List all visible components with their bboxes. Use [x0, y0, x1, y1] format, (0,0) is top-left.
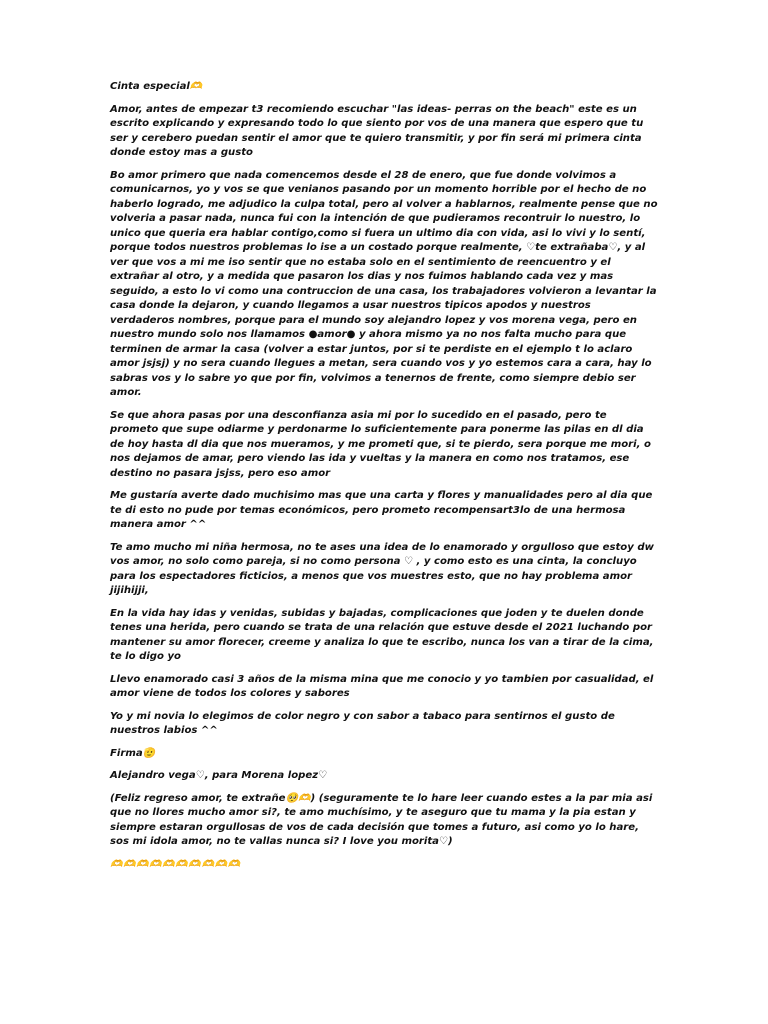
paragraph-color: Yo y mi novia lo elegimos de color negro y con sabor a tabaco para sentirnos el gusto de nuestros labios ^^ [110, 710, 615, 736]
paragraph-promise: Se que ahora pasas por una desconfianza asia mi por lo sucedido en el pasado, pero te prometo que supe odiarme y perdonarme lo suficientemente para ponerme las pilas en dl dia de hoy hasta dl dia que nos mueramos, y me prometi que, si te pierdo, sera porque me mori, o nos dejamos de amar, pero viendo las ida y vueltas y la manera en como nos tratamos, ese destino no pasara jsjss, pero eso amor [110, 409, 651, 479]
signature-label: Firma🫡 [110, 747, 156, 759]
letter-page [110, 80, 658, 872]
emoji-row: 🫶🫶🫶🫶🫶🫶🫶🫶🫶🫶 [110, 858, 241, 870]
paragraph-closing: (Feliz regreso amor, te extrañe🥺🫶) (seguramente te lo hare leer cuando estes a la par mia asi que no llores mucho amor si?, te amo muchísimo, y te aseguro que tu mama y la pia estan y siempre estaran orgullosas de vos de cada decisión que tomes a futuro, asi como yo lo hare, sos mi idola amor, no te vallas nunca si? I love you morita♡) [110, 792, 653, 847]
paragraph-love: Te amo mucho mi niña hermosa, no te ases una idea de lo enamorado y orgulloso que estoy dw vos amor, no solo como pareja, si no como persona ♡ , y como esto es una cinta, la concluyo para los espectadores ficticios, a menos que vos muestres esto, que no hay problema amor jijihijji, [110, 541, 654, 596]
paragraph-life: En la vida hay idas y venidas, subidas y bajadas, complicaciones que joden y te duelen donde tenes una herida, pero cuando se trata de una relación que estuve desde el 2021 luchando por mantener su amor florecer, creeme y analiza lo que te escribo, nunca los van a tirar de la cima, te lo digo yo [110, 607, 654, 662]
paragraph-gift: Me gustaría averte dado muchisimo mas que una carta y flores y manualidades pero al dia que te di esto no pude por temas económicos, pero prometo recompensart3lo de una hermosa manera amor ^^ [110, 490, 653, 530]
paragraph-years: Llevo enamorado casi 3 años de la misma mina que me conocio y yo tambien por casualidad, el amor viene de todos los colores y sabores [110, 673, 654, 699]
letter-title: Cinta especial🫶️ [110, 81, 203, 92]
paragraph-story: Bo amor primero que nada comencemos desde el 28 de enero, que fue donde volvimos a comunicarnos, yo y vos se que venianos pasando por un momento horrible por el hecho de no haberlo logrado, me adjudico la culpa total, pero al volver a hablarnos, realmente pense que no volveria a pasar nada, nunca fui con la intención de que pudieramos recontruir lo nuestro, lo unico que queria era hablar contigo,como si fuera un ultimo dia con vida, asi lo vivi y lo sentí, porque todos nuestros problemas lo ise a un costado porque realmente, ♡te extrañaba♡, y al ver que vos a mi me iso sentir que no estaba solo en el sentimiento de reencuentro y el extrañar al otro, y a medida que pasaron los dias y nos fuimos hablando cada vez y mas seguido, a esto lo vi como una contruccion de una casa, los trabajadores volvieron a levantar la casa donde la dejaron, y cuando llegamos a usar nuestros tipicos apodos y nuestros verdaderos nombres, porque para el mundo soy alejandro lopez y vos morena vega, pero en nuestro mundo solo nos llamamos ●amor● y ahora mismo ya no nos falta mucho para que terminen de armar la casa (volver a estar juntos, por si te perdiste en el ejemplo t lo aclaro amor jsjsj) y no sera cuando llegues a metan, sera cuando vos y yo estemos cara a cara, hay lo sabras vos y lo sabre yo que por fin, volvimos a tenernos de frente, como siempre debio ser amor. [110, 169, 658, 398]
signature-names: Alejandro vega♡, para Morena lopez♡ [110, 770, 328, 781]
paragraph-intro: Amor, antes de empezar t3 recomiendo escuchar "las ideas- perras on the beach" este es un escrito explicando y expresando todo lo que siento por vos de una manera que espero que tu ser y cerebero puedan sentir el amor que te quiero transmitir, y por fin será mi primera cinta donde estoy mas a gusto [110, 103, 644, 158]
